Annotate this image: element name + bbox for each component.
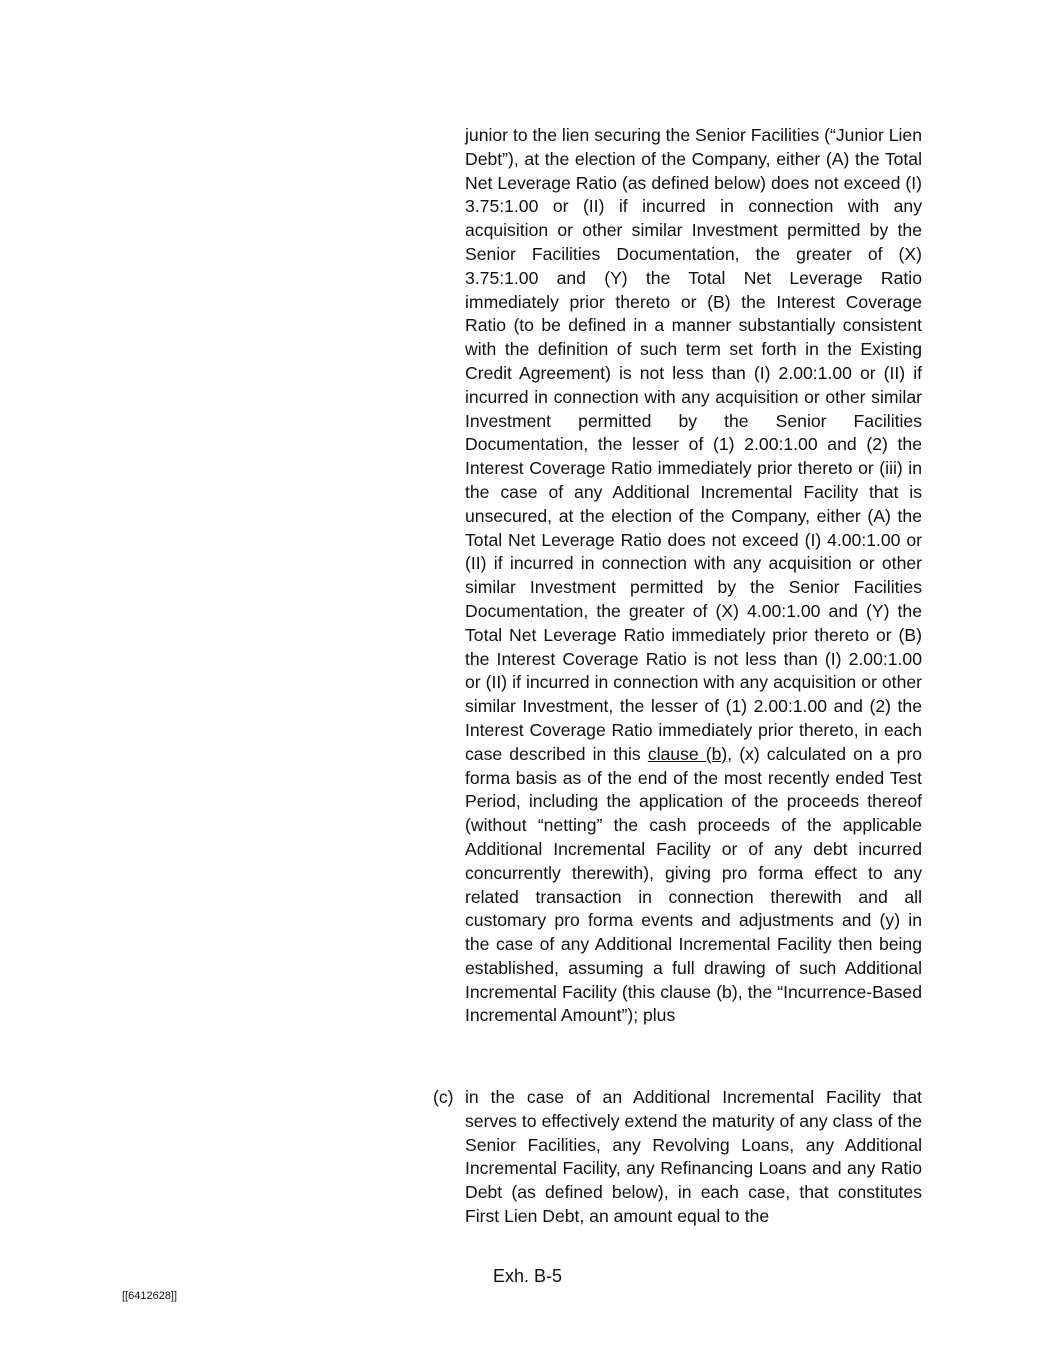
clause-c-marker: (c) [433,1087,454,1107]
clause-c-paragraph [433,1086,922,1229]
clause-b-text-part2: , (x) calculated on a pro forma basis as of the end of the most recently ended Test Period, including the application of the proceeds thereof (without “netting” the cash proceeds of the applicable Additional Incremental Facility or of any debt incurred concurrently therewith), giving pro forma effect to any related transaction in connection therewith and all customary pro forma events and adjustments and (y) in the case of any Additional Incremental Facility then being established, assuming a full drawing of such Additional Incremental Facility (this clause (b), the “Incurrence-Based Incremental Amount”); plus [465,743,923,1026]
clause-b-reference: clause (b) [647,743,728,764]
page-number: Exh. B-5 [492,1266,563,1286]
clause-b-paragraph [465,124,922,1028]
clause-c-text: in the case of an Additional Incremental Facility that serves to effectively extend the maturity of any class of the Senior Facilities, any Revolving Loans, any Additional Incremental Facility, any Refinancing Loans and any Ratio Debt (as defined below), in each case, that constitutes First Lien Debt, an amount equal to the [465,1087,922,1226]
document-id: [[6412628]] [122,1290,178,1302]
clause-b-text-part1: junior to the lien securing the Senior Facilities (“Junior Lien Debt”), at the election of the Company, either (A) the Total Net Leverage Ratio (as defined below) does not exceed (I) 3.75:1.00 or (II) if incurred in connection with any acquisition or other similar Investment permitted by the Senior Facilities Documentation, the greater of (X) 3.75:1.00 and (Y) the Total Net Leverage Ratio immediately prior thereto or (B) the Interest Coverage Ratio (to be defined in a manner substantially consistent with the definition of such term set forth in the Existing Credit Agreement) is not less than (I) 2.00:1.00 or (II) if incurred in connection with any acquisition or other similar Investment permitted by the Senior Facilities Documentation, the lesser of (1) 2.00:1.00 and (2) the Interest Coverage Ratio immediately prior thereto or (iii) in the case of any Additional Incremental Facility that is unsecured, at the election of the Company, either (A) the Total Net Leverage Ratio does not exceed (I) 4.00:1.00 or (II) if incurred in connection with any acquisition or other similar Investment permitted by the Senior Facilities Documentation, the greater of (X) 4.00:1.00 and (Y) the Total Net Leverage Ratio immediately prior thereto or (B) the Interest Coverage Ratio is not less than (I) 2.00:1.00 or (II) if incurred in connection with any acquisition or other similar Investment, the lesser of (1) 2.00:1.00 and (2) the Interest Coverage Ratio immediately prior thereto, in each case described in this [465,125,922,764]
